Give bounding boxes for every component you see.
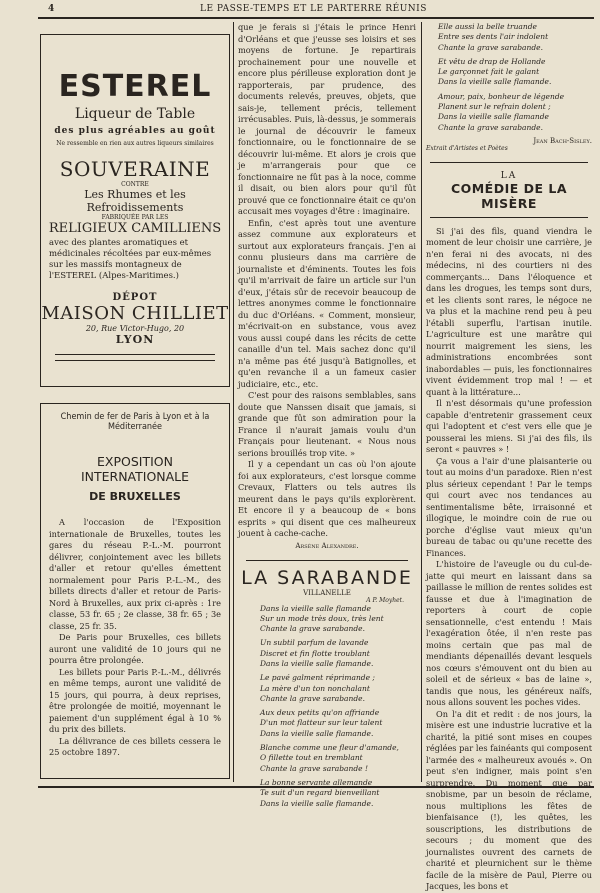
newspaper-title: LE PASSE-TEMPS ET LE PARTERRE RÉUNIS [200, 4, 427, 14]
poem-line: Blanche comme une fleur d'amande, [260, 743, 399, 753]
poem-line: La mère d'un ton nonchalant [260, 683, 370, 693]
esterel-tagline: des plus agréables au goût [54, 126, 216, 136]
poem-stanza [260, 638, 416, 669]
comedie-paragraph: L'histoire de l'aveugle ou du cul-de-jatte qui meurt en laissant dans sa paillasse le million de rentes solides est fausse et due à l'imagination de reporters à court de copie sensationnelle, c'est entendu ! Mais l'exagération ôtée, il n'en reste pas moins certain que pas mal de mendiants dépenaillés devant lesquels nos cœurs s'émouvent ont du bien au soleil et de sérieux « bas de laine », tandis que nous, les généreux naïfs, nous allons souvent les poches vides. [426, 559, 592, 708]
railway-advertisement [40, 403, 230, 779]
right-column [426, 22, 592, 892]
poem-line: Le pavé galment réprimande ; [260, 673, 375, 683]
poem-stanza [260, 673, 416, 704]
poem-line: Planent sur le refrain dolent ; [438, 102, 551, 112]
poem-verses [238, 604, 416, 809]
railway-text [41, 517, 229, 759]
comedie-paragraph: Ça vous a l'air d'une plaisanterie ou tout au moins d'un paradoxe. Rien n'est plus sérieux cependant ! Par le temps qui court avec nos tendances au sentimentalisme bête, irraisonné et illogique, le moindre coin de rue ou porche d'église vaut mieux qu'un bureau de tabac ou qu'une recette des Finances. [426, 455, 592, 558]
article-paragraph: C'est pour des raisons semblables, sans doute que Nanssen disait que jamais, si grande que fût son admiration pour la France il n'aurait jamais voulu d'un Français pour lieutenant. « Nous nous serions brouillés trop vite. » [238, 390, 416, 458]
exposition-heading: EXPOSITION INTERNATIONALE [80, 454, 190, 484]
esterel-description: avec des plantes aromatiques et médicinales récoltées par eux-mêmes sur les massifs montagneux de l'ESTEREL (Alpes-Maritimes.) [49, 238, 212, 281]
poem-line: Chante la grave sarabande. [260, 693, 365, 703]
comedie-text [426, 226, 592, 893]
poem-source: Extrait d'Artistes et Poètes [426, 144, 508, 152]
poem-stanza [260, 743, 416, 774]
article-paragraph: Il y a cependant un cas où l'on ajoute foi aux explorateurs, c'est lorsque comme Crevaux, Flatters ou tels autres ils meurent dans le pays qu'ils explorèrent. Et encore il y a beaucoup de « bons esprits » qui disent que ces malheureux jouent à cache-cache. [238, 459, 416, 538]
page-number: 4 [48, 4, 55, 14]
poem-line: Un subtil parfum de lavande [260, 638, 369, 648]
poem-stanza [260, 778, 416, 809]
railway-paragraph: De Paris pour Bruxelles, ces billets auront une validité de 10 jours qui ne pourra être prolongée. [49, 632, 221, 665]
comedie-title: COMÉDIE DE LA MISÈRE [450, 180, 568, 211]
poem-line: Dans la vieille salle flamande. [260, 798, 374, 808]
made-by-label: FABRIQUÉE PAR LES [101, 214, 169, 221]
poem-line: Chante la grave sarabande. [438, 122, 543, 132]
poem-line: Dans la vieille salle flamande [260, 603, 371, 613]
esterel-note: Ne ressemble en rien aux autres liqueurs similaires [56, 140, 214, 147]
railway-paragraph: La délivrance de ces billets cessera le 25 octobre 1897. [49, 735, 221, 757]
title-rule [430, 217, 588, 218]
poem-line: Elle aussi la belle truande [438, 22, 537, 31]
section-rule [430, 162, 588, 163]
bruxelles-heading: DE BRUXELLES [89, 490, 181, 503]
esterel-advertisement [40, 34, 230, 387]
poem-line: Dans la vieille salle flamande. [438, 77, 552, 87]
advertisement-column [40, 34, 230, 779]
poem-continuation [426, 22, 592, 133]
article-paragraph: que je ferais si j'étais le prince Henri d'Orléans et que j'eusse ses loisirs et ses moyens de fortune. Je repartirais prochainement pour une nouvelle et encore plus périlleuse exploration dont je rapporterais, par prudence, des documents relevés, preuves, objets, que sais-je, tellement précis, tellement irrécusables. Puis, là-dessus, je sommerais le journal de découvrir le fameux fonctionnaire, ou le fonctionnaire de se découvrir lui-même. Et alors je crois que je m'arrangerais pour que ce fonctionnaire ne fût pas à la noce, comme il disait, ou bien alors pour qu'il fût prouvé que ce fonctionnaire était ce qu'on accusait mes voyages d'être : imaginaire. [238, 22, 416, 216]
railway-company: Chemin de fer de Paris à Lyon et à la Méditerranée [60, 412, 210, 432]
article-text [238, 22, 416, 540]
esterel-subtitle: Liqueur de Table [74, 106, 196, 122]
poem-line: Dans la vieille salle flamande [438, 112, 549, 122]
poem-line: Chante la grave sarabande. [438, 42, 543, 52]
poem-line: Sur un mode très doux, très lent [260, 613, 384, 623]
address-line: 20, Rue Victor-Hugo, 20 [85, 324, 185, 333]
poem-stanza [438, 92, 592, 133]
poem-subtitle: VILLANELLE [303, 588, 351, 597]
column-divider-2 [421, 22, 422, 782]
poem-title: LA SARABANDE [241, 566, 413, 589]
city-line: LYON [115, 333, 155, 346]
ornament-rule [55, 354, 215, 361]
poem-line: Entre ses dents l'air indolent [438, 32, 549, 42]
maison-name: MAISON CHILLIET [41, 303, 229, 324]
depot-label: DÉPOT [112, 292, 158, 303]
poem-line: Te suit d'un regard bienveillant [260, 788, 380, 798]
column-divider-1 [233, 22, 234, 782]
comedie-paragraph: Il n'est désormais qu'une profession capable d'entretenir grassement ceux qui l'adoptent et c'est vers elle que je pousserai les miens. Si j'ai des fils, ils seront « pauvres » ! [426, 398, 592, 455]
page-header [0, 2, 600, 16]
poem-line: La bonne servante allemande [260, 777, 373, 787]
poem-line: Chante la grave sarabande ! [260, 763, 368, 773]
poem-stanza [438, 22, 592, 53]
comedie-paragraph: On l'a dit et redit : de nos jours, la misère est une industrie lucrative et la charité, la pitié sont mises en coupes réglées par les fainéants qui composent l'armée des « malheureux avoués ». On peut s'en indigner, mais point s'en surprendre. Du moment que par snobisme, par un besoin de réclame, nous multiplions les fêtes de bienfaisance (!), les quêtes, les souscriptions, les distributions de secours ; du moment que des journalistes ouvrent des carnets de charité et pleurnichent sur le thème facile de la misère de Paul, Pierre ou Jacques, les bons et [426, 708, 592, 892]
poem-line: Aux deux petits qu'on affriande [260, 708, 380, 718]
poem-author: Jean Bach-Sisley. [533, 136, 592, 145]
contre-label: CONTRE [121, 181, 149, 188]
comedie-paragraph: Si j'ai des fils, quand viendra le moment de leur choisir une carrière, je n'en ferai ni des avocats, ni des médecins, ni des courtiers ni des commerçants... Dans l'éloquence et dans les drogues, les temps sont durs, et les clients sont rares, le négoce ne va plus et la machine rend peu à peu l'établi superflu, l'artisan inutile. L'agriculture est une marâtre qui nourrit maigrement les siens, les administrations encombrées sont inabordables — puis, les fonctionnaires vivent évidemment trop mal ! — et quant à la littérature... [426, 225, 592, 397]
poem-line: Chante la grave sarabande. [260, 624, 365, 634]
poem-line: Le garçonnet fait le galant [438, 67, 540, 77]
railway-paragraph: Les billets pour Paris P.-L.-M., délivrés en même temps, auront une validité de 15 jours, qui pourra, à deux reprises, être prolongée de moitié, moyennant le paiement d'un supplément égal à 10 % du prix des billets. [49, 666, 221, 734]
article-author: Arsène Alexandre. [295, 541, 359, 550]
poem-line: Dans la vieille salle flamande. [260, 658, 374, 668]
esterel-brand: ESTEREL [58, 69, 212, 104]
poem-stanza [260, 604, 416, 635]
poem-line: Amour, paix, bonheur de légende [438, 91, 565, 101]
makers-line: RELIGIEUX CAMILLIENS [48, 221, 222, 236]
poem-line: D'un mot flatteur sur leur talent [260, 718, 383, 728]
poem-line: Et vêtu de drap de Hollande [438, 56, 546, 66]
comedie-kicker: LA [500, 170, 518, 181]
poem-line: Dans la vieille salle flamande. [260, 728, 374, 738]
header-rule [38, 17, 594, 19]
poem-line: O fillette tout en tremblant [260, 753, 363, 763]
poem-stanza [438, 57, 592, 88]
section-rule [246, 560, 408, 561]
poem-stanza [260, 708, 416, 739]
ailments-line: Les Rhumes et les Refroidissements [84, 188, 186, 214]
article-paragraph: Enfin, c'est après tout une aventure assez commune aux explorateurs et surtout aux explorateurs français. J'en ai connu plusieurs dans ma carrière de journaliste et d'éminents. Toutes les fois qu'il m'arrivait de faire un article sur l'un d'eux, j'étais sûr de recevoir beaucoup de lettres anonymes comme le fonctionnaire du duc d'Orléans. « Comment, monsieur, m'écrivait-on en substance, vous avez vous aussi coupé dans les récits de cette canaille d'un tel. Mais sachez donc qu'il n'a même pas été jusqu'à Batignolles, et qu'en revanche il a un fameux casier judiciaire, etc., etc. [238, 217, 416, 389]
poem-dedication: A P. Moyhet. [366, 596, 404, 604]
poem-line: Discret et fin flotte troublant [260, 648, 370, 658]
article-column [238, 22, 416, 808]
railway-paragraph: A l'occasion de l'Exposition internationale de Bruxelles, toutes les gares du réseau P.-L.-M. pourront délivrer, conjointement avec les billets d'aller et retour qu'elles émettent normalement pour Paris P.-L.-M., des billets directs d'aller et retour de Paris-Nord à Bruxelles, aux prix ci-après : 1re classe, 53 fr. 65 ; 2e classe, 38 fr. 65 ; 3e classe, 25 fr. 35. [49, 517, 221, 631]
souveraine-heading: SOUVERAINE [59, 157, 211, 181]
